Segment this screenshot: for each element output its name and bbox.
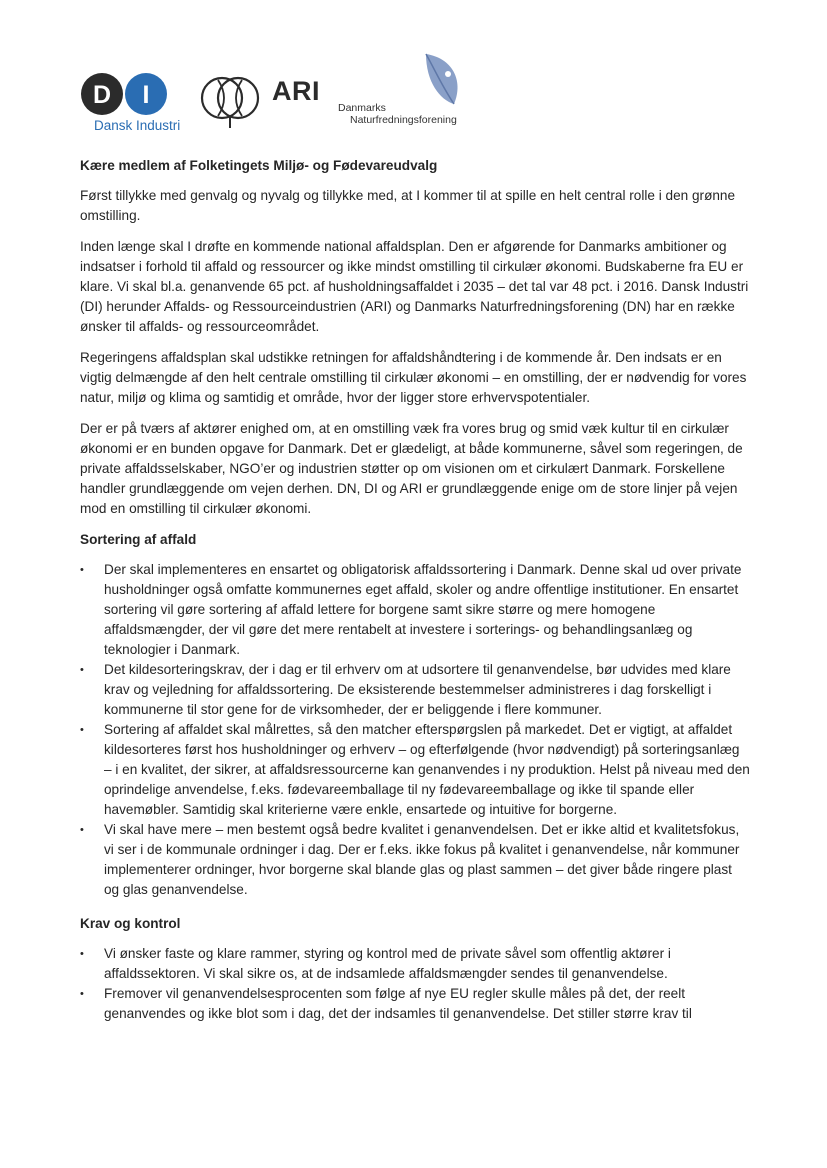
bullet-icon: • bbox=[80, 948, 84, 960]
paragraph: Regeringens affaldsplan skal udstikke retningen for affaldshåndtering i de kommende år. Den indsats er en vigtig delmængde af den helt centrale omstilling til cirkulær økonomi – en omstilling, der er nødvendig for vores natur, miljø og klima og samtidig et område, hvor der ligger store erhvervspotentialer. bbox=[80, 350, 747, 405]
dn-leaf-logo-icon bbox=[418, 52, 468, 108]
list-item-text: Der skal implementeres en ensartet og obligatorisk affaldssortering i Danmark. Denne skal ud over private husholdninger også omfatte kommunernes eget affald, skoler og andre offentlige institutioner. En ensartet sortering vil gøre sortering af affald lettere for borgene samt sikre større og mere homogene affaldsmængder, der vil gøre det mere rentabelt at investere i sorterings- og behandlingsanlæg og teknologier i Danmark. bbox=[104, 562, 742, 657]
ari-logo-text: ARI bbox=[272, 76, 320, 106]
paragraph: Inden længe skal I drøfte en kommende national affaldsplan. Den er afgørende for Danmarks ambitioner og indsatser i forhold til affald og ressourcer og ikke mindst omstilling til cirkulær økonomi. Budskaberne fra EU er klare. Vi skal bl.a. genanvende 65 pct. af husholdningsaffaldet i 2035 – det tal var 48 pct. i 2016. Dansk Industri (DI) herunder Affalds- og Ressourceindustrien (ARI) og Danmarks Naturfredningsforening (DN) har en række ønsker til affalds- og ressourceområdet. bbox=[80, 239, 749, 334]
paragraph: Først tillykke med genvalg og nyvalg og tillykke med, at I kommer til at spille en helt central rolle i den grønne omstilling. bbox=[80, 188, 736, 223]
list-item bbox=[80, 560, 750, 660]
salutation: Kære medlem af Folketingets Miljø- og Fødevareudvalg bbox=[80, 158, 438, 173]
section-heading-sortering: Sortering af affald bbox=[80, 532, 197, 547]
bullet-icon: • bbox=[80, 824, 84, 836]
dansk-industri-logo-icon bbox=[80, 72, 180, 116]
bullet-icon: • bbox=[80, 988, 84, 1000]
letter-body bbox=[80, 156, 750, 1038]
list-item bbox=[80, 660, 750, 720]
list-item bbox=[80, 984, 750, 1024]
bullet-list-sortering bbox=[80, 560, 750, 900]
list-item bbox=[80, 820, 750, 900]
di-letter-d: D bbox=[92, 81, 112, 109]
list-item-text: Sortering af affaldet skal målrettes, så den matcher efterspørgslen på markedet. Det er vigtigt, at affaldet kildesorteres først hos husholdninger og erhverv – og efterfølgende (hvor nødvendigt) på sorteringsanlæg – i en kvalitet, der sikrer, at affaldsressourcerne kan genanvendes i ny produktion. Helst på niveau med den oprindelige anvendelse, f.eks. fødevareemballage til ny fødevareemballage og ikke til spande eller havemøbler. Samtidig skal kriterierne være enkle, ensartede og intuitive for borgerne. bbox=[104, 722, 750, 817]
bullet-icon: • bbox=[80, 564, 84, 576]
bullet-icon: • bbox=[80, 664, 84, 676]
bullet-icon: • bbox=[80, 724, 84, 736]
list-item-text: Vi ønsker faste og klare rammer, styring og kontrol med de private såvel som offentlig aktører i affaldssektoren. Vi skal sikre os, at de indsamlede affaldsmængder sendes til genanvendelse. bbox=[104, 946, 671, 981]
dn-name-line1: Danmarks bbox=[338, 102, 386, 114]
bullet-list-krav bbox=[80, 944, 750, 1024]
list-item-text: Det kildesorteringskrav, der i dag er til erhverv om at udsortere til genanvendelse, bør udvides med klare krav og vejledning for affaldssortering. De eksisterende bestemmelser administreres i dag forskelligt i kommunerne til stor gene for de virksomheder, der er beliggende i flere kommuner. bbox=[104, 662, 731, 717]
paragraph: Der er på tværs af aktører enighed om, at en omstilling væk fra vores brug og smid væk kultur til en cirkulær økonomi er en bunden opgave for Danmark. Det er glædeligt, at både kommunerne, såvel som regeringen, de private affaldsselskaber, NGO’er og industrien støtter op om visionen om et cirkulært Danmark. Forskellene handler grundlæggende om vejen derhen. DN, DI og ARI er grundlæggende enige om de store linjer på vejen mod en omstilling til cirkulær økonomi. bbox=[80, 421, 743, 516]
logo-bar bbox=[80, 52, 500, 142]
dansk-industri-name: Dansk Industri bbox=[94, 118, 181, 133]
ari-rings-icon bbox=[200, 70, 272, 130]
section-heading-krav: Krav og kontrol bbox=[80, 916, 181, 931]
list-item bbox=[80, 720, 750, 820]
di-letter-i: I bbox=[142, 81, 150, 109]
list-item bbox=[80, 944, 750, 984]
list-item-text: Fremover vil genanvendelsesprocenten som følge af nye EU regler skulle måles på det, der reelt genanvendes og ikke blot som i dag, det der indsamles til genanvendelse. Det stiller større krav til bbox=[104, 986, 692, 1021]
list-item-text: Vi skal have mere – men bestemt også bedre kvalitet i genanvendelsen. Det er ikke altid et kvalitetsfokus, vi ser i de kommunale ordninger i dag. Der er f.eks. ikke fokus på kvalitet i genanvendelse, når kommuner implementerer ordninger, hvor borgerne skal blande glas og plast sammen – det giver både ringere plast og glas genanvendelse. bbox=[104, 822, 740, 897]
dn-name-line2: Naturfredningsforening bbox=[350, 114, 457, 126]
